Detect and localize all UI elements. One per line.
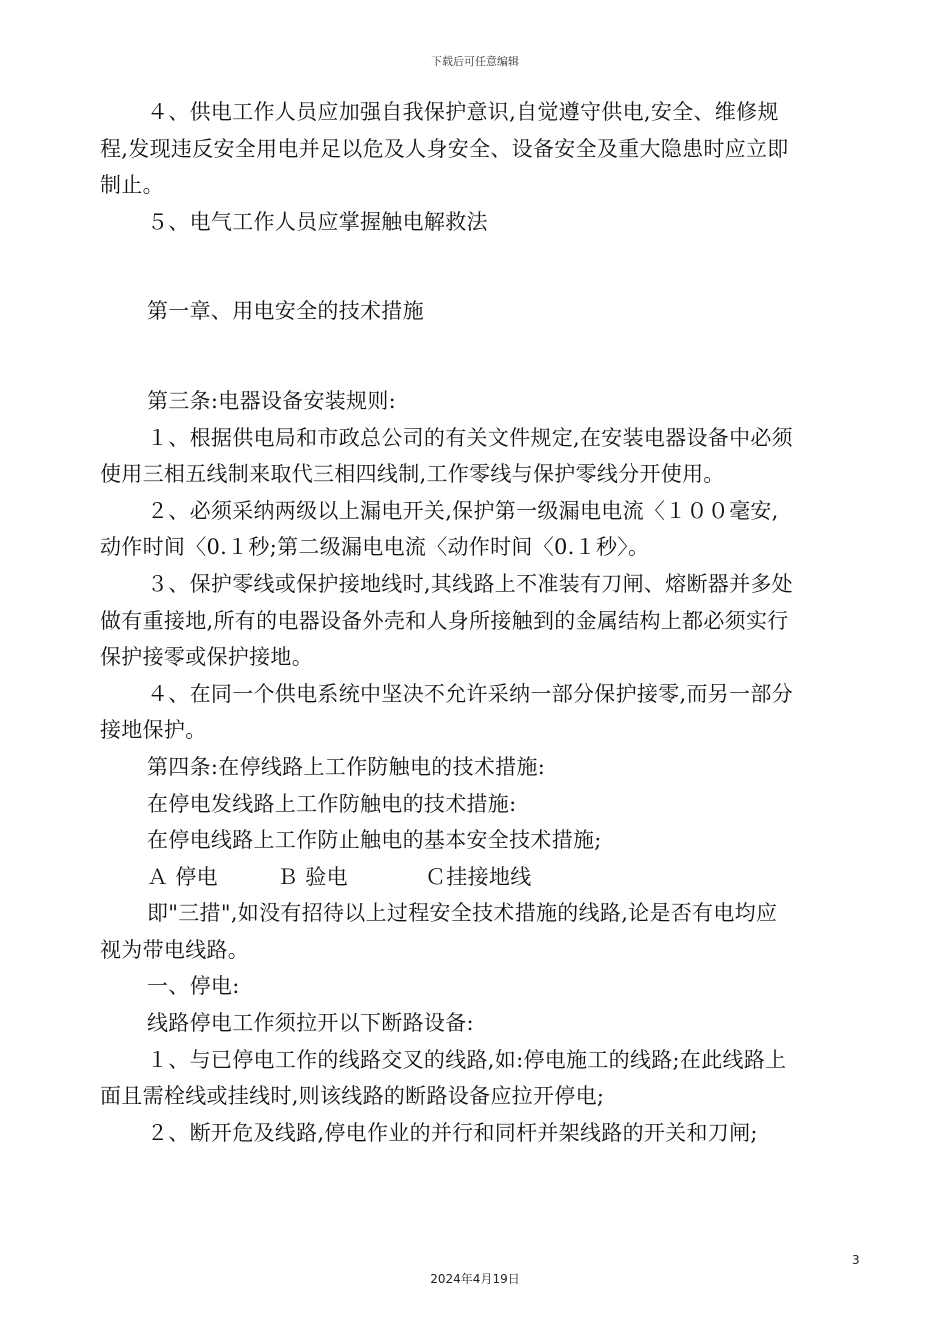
header-note: 下载后可任意编辑 xyxy=(431,55,519,68)
paragraph-line: ４、在同一个供电系统中坚决不允许采纳一部分保护接零,而另一部分 xyxy=(147,681,793,706)
paragraph-line: １、根据供电局和市政总公司的有关文件规定,在安装电器设备中必须 xyxy=(147,425,793,450)
paragraph-line: 程,发现违反安全用电并足以危及人身安全、设备安全及重大隐患时应立即 xyxy=(100,136,789,161)
paragraph-line: 做有重接地,所有的电器设备外壳和人身所接触到的金属结构上都必须实行 xyxy=(100,608,789,633)
measure-options xyxy=(100,859,860,896)
article-heading: 第三条:电器设备安装规则: xyxy=(147,388,397,413)
paragraph-line: ４、供电工作人员应加强自我保护意识,自觉遵守供电,安全、维修规 xyxy=(147,100,779,124)
paragraph-line: 制止。 xyxy=(100,173,164,198)
paragraph-line: 面且需栓线或挂线时,则该线路的断路设备应拉开停电; xyxy=(100,1084,605,1109)
page-number: 3 xyxy=(852,1253,860,1267)
paragraph-line: ３、保护零线或保护接地线时,其线路上不准装有刀闸、熔断器并多处 xyxy=(147,571,793,596)
paragraph-line: ２、必须采纳两级以上漏电开关,保护第一级漏电电流〈１００毫安, xyxy=(147,498,779,523)
paragraph-line: 使用三相五线制来取代三相四线制,工作零线与保护零线分开使用。 xyxy=(100,462,725,487)
option-b: Ｂ 验电 xyxy=(277,864,348,889)
section-heading: 一、停电: xyxy=(147,974,240,999)
paragraph-line: 在停电发线路上工作防触电的技术措施: xyxy=(147,791,517,816)
paragraph-line: 即"三措",如没有招待以上过程安全技术措施的线路,论是否有电均应 xyxy=(147,901,778,926)
paragraph-line: ５、电气工作人员应掌握触电解救法 xyxy=(147,209,488,234)
paragraph-line: 保护接零或保护接地。 xyxy=(100,645,313,670)
paragraph-line: 接地保护。 xyxy=(100,718,207,743)
paragraph-line: 视为带电线路。 xyxy=(100,937,250,962)
option-c: Ｃ挂接地线 xyxy=(425,864,532,889)
paragraph-line: 线路停电工作须拉开以下断路设备: xyxy=(147,1011,474,1036)
footer-date: 2024年4月19日 xyxy=(430,1272,520,1286)
paragraph-line: ２、断开危及线路,停电作业的并行和同杆并架线路的开关和刀闸; xyxy=(147,1120,758,1145)
paragraph-line: １、与已停电工作的线路交叉的线路,如:停电施工的线路;在此线路上 xyxy=(147,1047,787,1072)
document-body xyxy=(100,94,860,1151)
chapter-heading: 第一章、用电安全的技术措施 xyxy=(147,299,424,324)
paragraph-line: 在停电线路上工作防止触电的基本安全技术措施; xyxy=(147,828,602,853)
paragraph-line: 动作时间〈0.１秒;第二级漏电电流〈动作时间〈0.１秒〉。 xyxy=(100,535,650,560)
option-a: Ａ 停电 xyxy=(147,864,218,889)
spacer xyxy=(100,330,860,383)
spacer xyxy=(100,240,860,293)
article-heading: 第四条:在停线路上工作防触电的技术措施: xyxy=(147,754,546,779)
